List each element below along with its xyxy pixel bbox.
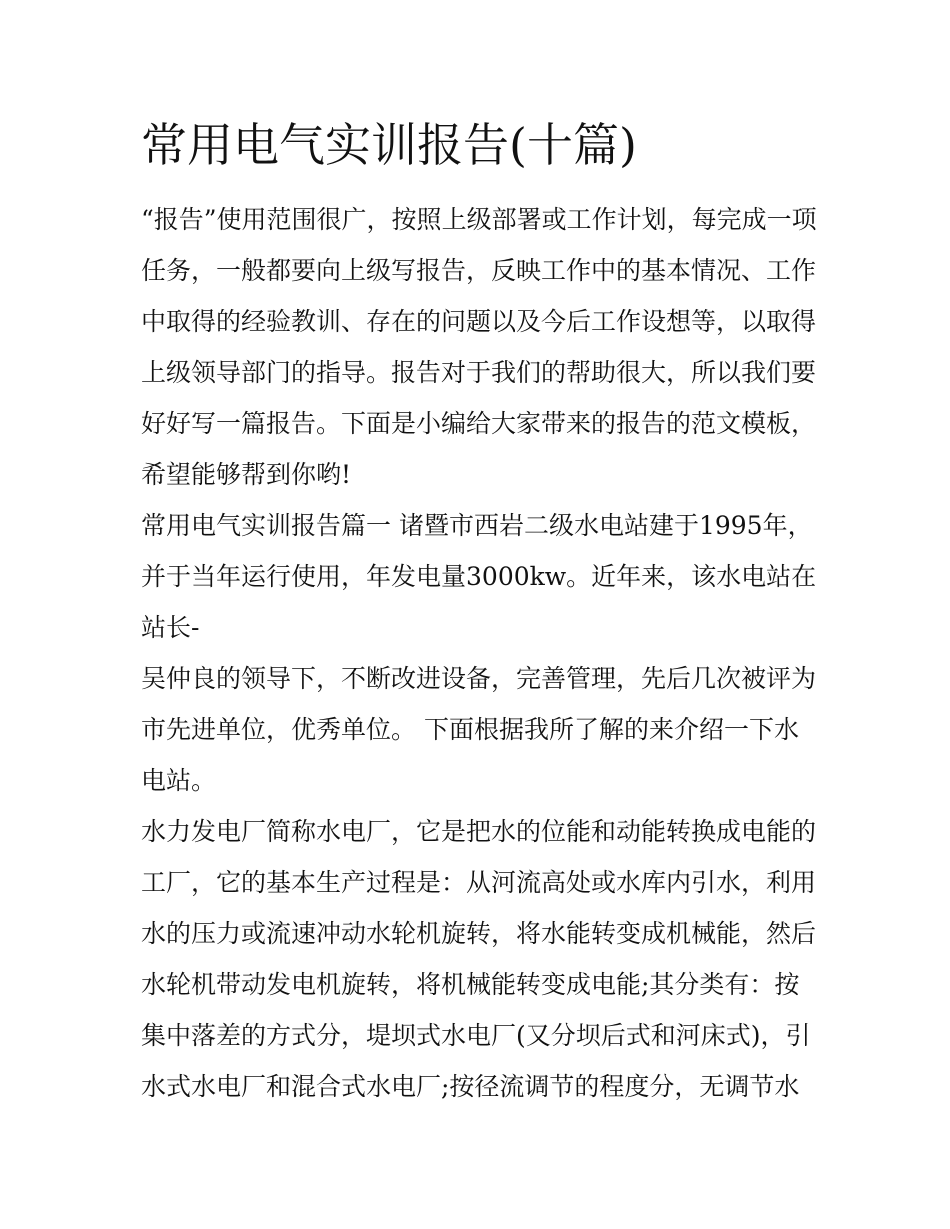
- body-line: 电站。: [141, 766, 217, 795]
- body-line: 水力发电厂简称水电厂，它是把水的位能和动能转换成电能的: [141, 817, 817, 846]
- body-line: 任务，一般都要向上级写报告，反映工作中的基本情况、工作: [141, 256, 817, 285]
- body-line: 市先进单位，优秀单位。 下面根据我所了解的来介绍一下水: [141, 715, 799, 744]
- document-content: [141, 112, 817, 1112]
- body-line: 上级领导部门的指导。报告对于我们的帮助很大，所以我们要: [141, 358, 817, 387]
- body-line: 水轮机带动发电机旋转，将机械能转变成电能;其分类有：按: [141, 970, 800, 999]
- body-line: 好好写一篇报告。下面是小编给大家带来的报告的范文模板，: [141, 409, 817, 438]
- body-line: 希望能够帮到你哟!: [141, 460, 352, 489]
- body-line: 常用电气实训报告篇一 诸暨市西岩二级水电站建于1995年，: [141, 511, 813, 540]
- document-title: 常用电气实训报告(十篇): [141, 118, 637, 172]
- body-line: 站长-: [141, 613, 200, 642]
- body-line: 集中落差的方式分，堤坝式水电厂(又分坝后式和河床式)，引: [141, 1021, 811, 1050]
- body-line: 中取得的经验教训、存在的问题以及今后工作设想等，以取得: [141, 307, 817, 336]
- body-line: “报告”使用范围很广，按照上级部署或工作计划，每完成一项: [141, 205, 817, 234]
- body-line: 工厂，它的基本生产过程是：从河流高处或水库内引水，利用: [141, 868, 817, 897]
- body-line: 水式水电厂和混合式水电厂;按径流调节的程度分，无调节水: [141, 1072, 800, 1101]
- body-line: 吴仲良的领导下，不断改进设备，完善管理，先后几次被评为: [141, 664, 817, 693]
- body-line: 并于当年运行使用，年发电量3000kw。近年来，该水电站在: [141, 562, 817, 591]
- document-body: [141, 194, 817, 1112]
- body-line: 水的压力或流速冲动水轮机旋转，将水能转变成机械能，然后: [141, 919, 817, 948]
